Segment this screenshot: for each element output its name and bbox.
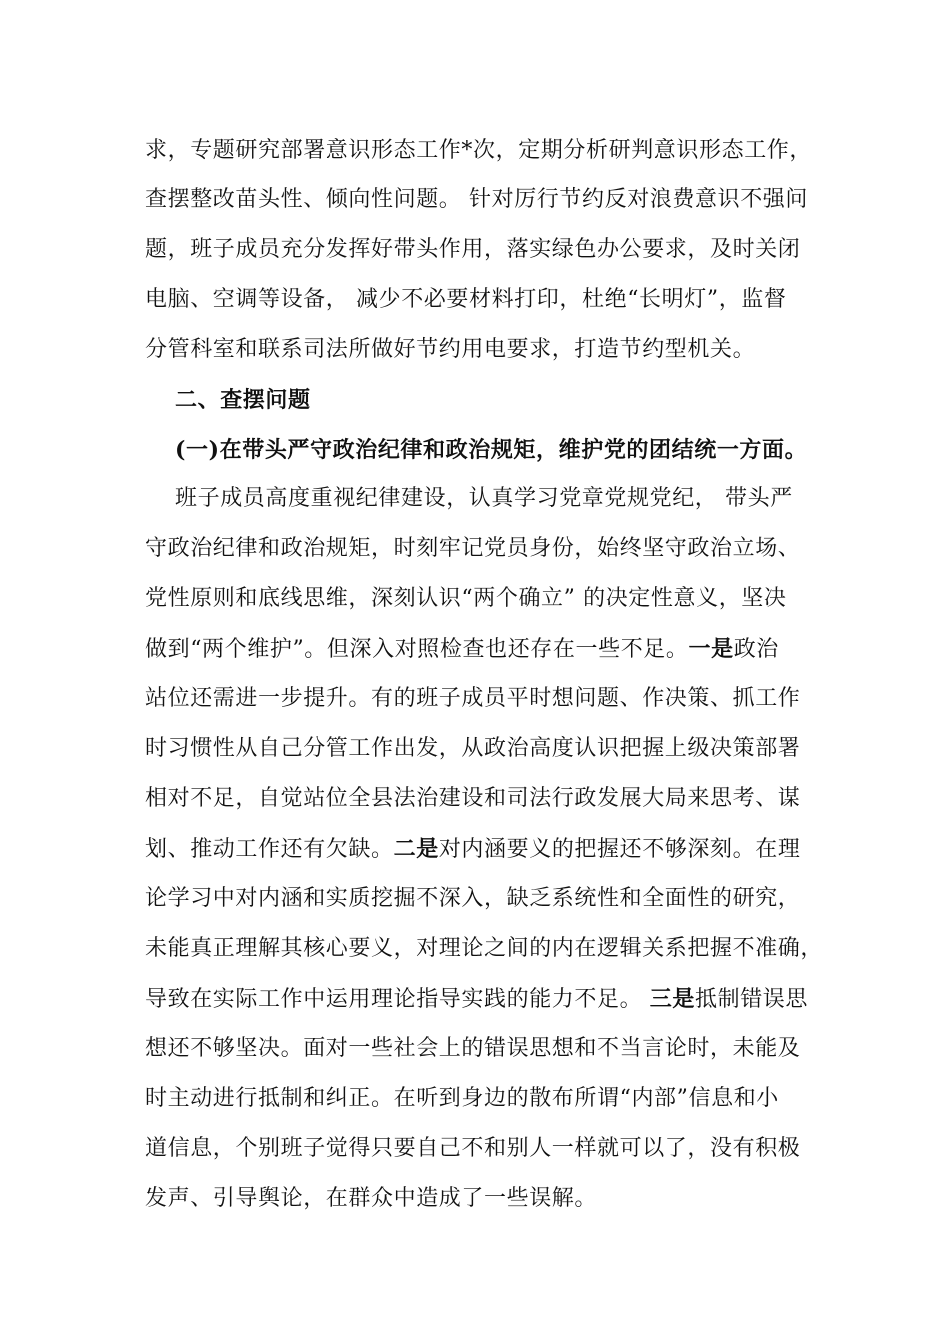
paragraph-line: 分管科室和联系司法所做好节约用电要求，打造节约型机关。 bbox=[145, 337, 756, 362]
paragraph-line bbox=[145, 984, 815, 1015]
paragraph-line: 班子成员高度重视纪律建设，认真学习党章党规党纪， 带头严 bbox=[175, 486, 793, 511]
line-text: 做到“两个维护”。但深入对照检查也还存在一些不足。 bbox=[145, 637, 689, 662]
paragraph-line: 发声、引导舆论，在群众中造成了一些误解。 bbox=[145, 1186, 598, 1211]
paragraph-line: 想还不够坚决。面对一些社会上的错误思想和不当言论时，未能及 bbox=[145, 1036, 801, 1061]
paragraph-line: 守政治纪律和政治规矩，时刻牢记党员身份，始终坚守政治立场、 bbox=[145, 536, 801, 561]
line-text: 政治 bbox=[733, 637, 779, 662]
paragraph-line: 未能真正理解其核心要义，对理论之间的内在逻辑关系把握不准确， bbox=[145, 936, 824, 961]
paragraph-line: 求，专题研究部署意识形态工作*次，定期分析研判意识形态工作， bbox=[145, 138, 813, 163]
paragraph-line: 电脑、空调等设备， 减少不必要材料打印，杜绝“长明灯”，监督 bbox=[145, 287, 787, 312]
line-text: 抵制错误思 bbox=[695, 987, 809, 1012]
emphasis-label: 二是 bbox=[393, 836, 439, 862]
paragraph-line: 党性原则和底线思维，深刻认识“两个确立” 的决定性意义，坚决 bbox=[145, 586, 787, 611]
line-text: 对内涵要义的把握还不够深刻。在理 bbox=[438, 837, 801, 862]
line-text: 划、推动工作还有欠缺。 bbox=[145, 837, 394, 862]
section-heading: 二、查摆问题 bbox=[175, 387, 311, 413]
emphasis-label: 三是 bbox=[649, 986, 695, 1012]
paragraph-line bbox=[145, 634, 815, 665]
line-text: 导致在实际工作中运用理论指导实践的能力不足。 bbox=[145, 987, 650, 1012]
subsection-heading: (一)在带头严守政治纪律和政治规矩，维护党的团结统一方面。 bbox=[175, 437, 808, 463]
paragraph-line: 站位还需进一步提升。有的班子成员平时想问题、作决策、抓工作 bbox=[145, 686, 801, 711]
paragraph-line: 查摆整改苗头性、倾向性问题。 针对厉行节约反对浪费意识不强问 bbox=[145, 187, 808, 212]
paragraph-line: 题，班子成员充分发挥好带头作用，落实绿色办公要求，及时关闭 bbox=[145, 237, 801, 262]
paragraph-line bbox=[145, 834, 815, 865]
emphasis-label: 一是 bbox=[688, 636, 734, 662]
paragraph-line: 时主动进行抵制和纠正。在听到身边的散布所谓“内部”信息和小 bbox=[145, 1086, 779, 1111]
paragraph-line: 论学习中对内涵和实质挖掘不深入，缺乏系统性和全面性的研究， bbox=[145, 886, 801, 911]
paragraph-line: 相对不足，自觉站位全县法治建设和司法行政发展大局来思考、谋 bbox=[145, 786, 801, 811]
paragraph-line: 时习惯性从自己分管工作出发，从政治高度认识把握上级决策部署 bbox=[145, 736, 801, 761]
paragraph-line: 道信息，个别班子觉得只要自己不和别人一样就可以了，没有积极 bbox=[145, 1136, 801, 1161]
